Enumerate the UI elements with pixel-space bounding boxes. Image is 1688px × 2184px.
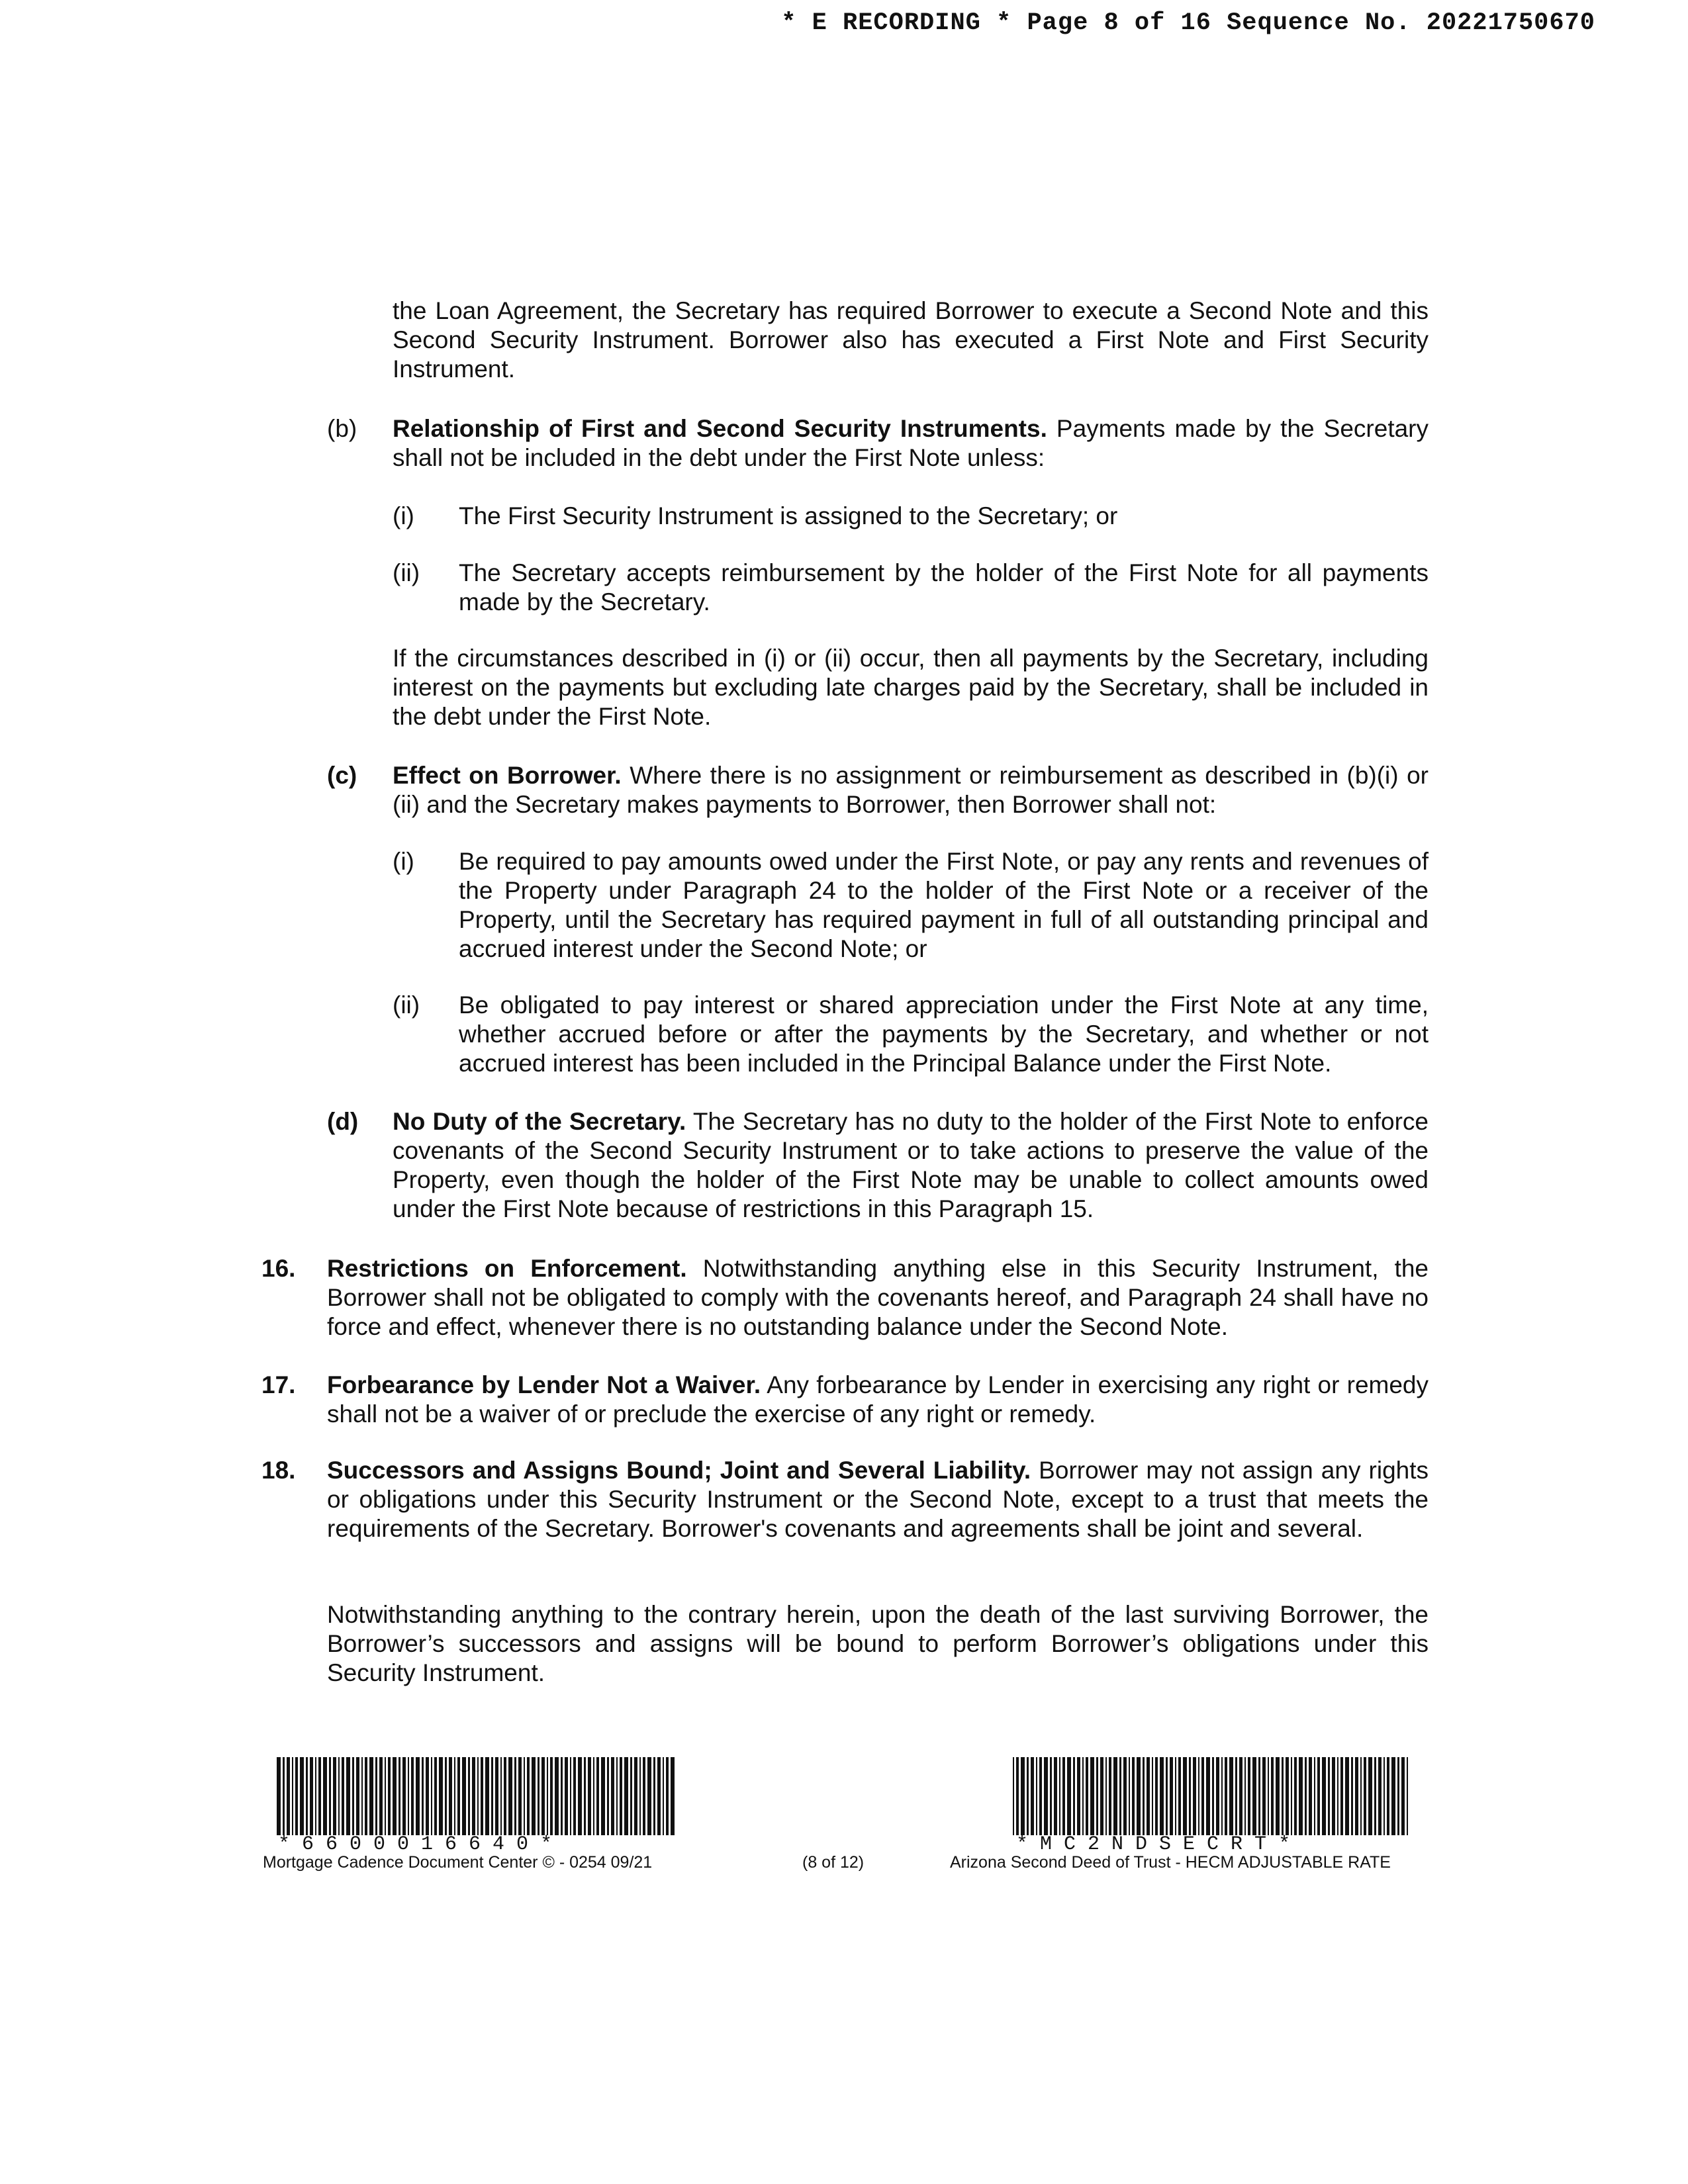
- barcode-left-code: * 6 6 0 0 0 1 6 6 4 0 *: [278, 1833, 553, 1856]
- barcode-bar: [607, 1757, 609, 1835]
- paragraph-17-text: Any forbearance by Lender in exercising any right or remedy shall not be a waiver of or preclude the exercise of any right or remedy.: [327, 1371, 1429, 1428]
- barcode-bar: [524, 1757, 525, 1835]
- barcode-bar: [671, 1757, 675, 1835]
- barcode-bar: [1059, 1757, 1060, 1835]
- barcode-bar: [457, 1757, 460, 1835]
- barcode-bar: [342, 1757, 344, 1835]
- barcode-bar: [532, 1757, 536, 1835]
- barcode-bar: [1198, 1757, 1199, 1835]
- barcode-bar: [495, 1757, 498, 1835]
- barcode-bar: [1155, 1757, 1158, 1835]
- barcode-bar: [1286, 1757, 1289, 1835]
- barcode-bar: [1143, 1757, 1145, 1835]
- barcode-bar: [565, 1757, 568, 1835]
- section-b-ii-label: (ii): [393, 559, 420, 586]
- barcode-bar: [657, 1757, 661, 1835]
- barcode-bar: [287, 1757, 290, 1835]
- paragraph-16-label: 16.: [261, 1255, 296, 1282]
- barcode-bar: [508, 1757, 512, 1835]
- barcode-bar: [1221, 1757, 1223, 1835]
- barcode-bar: [1351, 1757, 1353, 1835]
- barcode-bar: [541, 1757, 545, 1835]
- section-d-label: (d): [327, 1108, 359, 1135]
- barcode-bar: [1062, 1757, 1065, 1835]
- barcode-bar: [584, 1757, 586, 1835]
- barcode-bar: [578, 1757, 582, 1835]
- barcode-bar: [1378, 1757, 1382, 1835]
- barcode-bar: [277, 1757, 281, 1835]
- barcode-bar: [1248, 1757, 1250, 1835]
- barcode-bar: [361, 1757, 363, 1835]
- barcode-bar: [1119, 1757, 1121, 1835]
- barcode-bar: [555, 1757, 559, 1835]
- barcode-bar: [1201, 1757, 1204, 1835]
- barcode-bar: [1225, 1757, 1227, 1835]
- barcode-bar: [1239, 1757, 1243, 1835]
- barcode-bar: [1262, 1757, 1266, 1835]
- section-d-text: The Secretary has no duty to the holder of the First Note to enforce covenants of the Second Security Instrument or to take actions to preserve the value of the Property, even though the holder of the First Note may be unable to collect amounts owed under the First Note because of restrictions in this Paragraph 15.: [393, 1108, 1429, 1222]
- barcode-bar: [333, 1757, 336, 1835]
- barcode-bar: [1374, 1757, 1376, 1835]
- section-b-i-text: The First Security Instrument is assigned to the Secretary; or: [459, 502, 1118, 529]
- barcode-bar: [393, 1757, 397, 1835]
- barcode-bar: [385, 1757, 386, 1835]
- barcode-bar: [1314, 1757, 1315, 1835]
- barcode-bar: [481, 1757, 483, 1835]
- section-d-heading: No Duty of the Secretary.: [393, 1108, 686, 1135]
- barcode-bar: [1337, 1757, 1338, 1835]
- paragraph-18-second: Notwithstanding anything to the contrary herein, upon the death of the last surviving Borrower, the Borrower’s successors and assigns will be bound to perform Borrower’s obligations under this Security Instrument.: [327, 1601, 1429, 1686]
- barcode-bar: [491, 1757, 493, 1835]
- footer-left-label: Mortgage Cadence Document Center © - 0254 09/21: [263, 1853, 653, 1872]
- section-b-i-label: (i): [393, 502, 414, 529]
- section-b-ii-text: The Secretary accepts reimbursement by the holder of the First Note for all payments made by the Secretary.: [459, 559, 1429, 615]
- barcode-bar: [352, 1757, 354, 1835]
- barcode-left: [277, 1757, 682, 1835]
- barcode-bar: [1355, 1757, 1358, 1835]
- barcode-bar: [1067, 1757, 1071, 1835]
- barcode-bar: [1170, 1757, 1173, 1835]
- barcode-bar: [300, 1757, 304, 1835]
- barcode-bar: [1340, 1757, 1343, 1835]
- barcode-bar: [1364, 1757, 1366, 1835]
- barcode-bar: [468, 1757, 470, 1835]
- barcode-bar: [1212, 1757, 1214, 1835]
- barcode-bar: [1258, 1757, 1260, 1835]
- barcode-bar: [514, 1757, 516, 1835]
- barcode-bar: [445, 1757, 447, 1835]
- barcode-bar: [365, 1757, 367, 1835]
- barcode-bar: [518, 1757, 522, 1835]
- recording-header: * E RECORDING * Page 8 of 16 Sequence No. 20221750670: [781, 9, 1595, 37]
- section-d-paragraph: [393, 1107, 1429, 1224]
- barcode-bar: [315, 1757, 316, 1835]
- barcode-bar: [1090, 1757, 1094, 1835]
- barcode-bar: [1291, 1757, 1292, 1835]
- barcode-bar: [338, 1757, 340, 1835]
- barcode-bar: [1100, 1757, 1103, 1835]
- barcode-bar: [439, 1757, 443, 1835]
- barcode-bar: [472, 1757, 475, 1835]
- barcode-bar: [1397, 1757, 1399, 1835]
- section-c-text: Where there is no assignment or reimbursement as described in (b)(i) or (ii) and the Secretary makes payments to Borrower, then Borrower shall not:: [393, 762, 1429, 818]
- barcode-bar: [1175, 1757, 1176, 1835]
- barcode-bar: [1360, 1757, 1362, 1835]
- barcode-bar: [500, 1757, 502, 1835]
- barcode-bar: [1305, 1757, 1307, 1835]
- barcode-bar: [449, 1757, 452, 1835]
- intro-paragraph: the Loan Agreement, the Secretary has required Borrower to execute a Second Note and this Second Security Instrument. Borrower also has executed a First Note and First Security Instrument.: [393, 297, 1429, 383]
- barcode-bar: [329, 1757, 331, 1835]
- barcode-bar: [1322, 1757, 1326, 1835]
- barcode-bar: [356, 1757, 359, 1835]
- barcode-bar: [346, 1757, 350, 1835]
- barcode-bar: [1189, 1757, 1191, 1835]
- barcode-bar: [375, 1757, 377, 1835]
- paragraph-18-heading: Successors and Assigns Bound; Joint and Several Liability.: [327, 1457, 1031, 1484]
- barcode-bar: [538, 1757, 539, 1835]
- barcode-bar: [1391, 1757, 1395, 1835]
- section-c-heading: Effect on Borrower.: [393, 762, 622, 789]
- barcode-bar: [399, 1757, 400, 1835]
- barcode-bar: [1294, 1757, 1297, 1835]
- section-b-label: (b): [327, 415, 357, 442]
- barcode-bar: [1252, 1757, 1256, 1835]
- barcode-bar: [310, 1757, 313, 1835]
- barcode-bar: [1387, 1757, 1389, 1835]
- barcode-bar: [1132, 1757, 1135, 1835]
- barcode-bar: [1039, 1757, 1042, 1835]
- barcode-bar: [1123, 1757, 1127, 1835]
- barcode-right: [1013, 1757, 1413, 1835]
- barcode-bar: [1206, 1757, 1210, 1835]
- paragraph-16-heading: Restrictions on Enforcement.: [327, 1255, 687, 1282]
- barcode-bar: [1332, 1757, 1335, 1835]
- barcode-bar: [1147, 1757, 1150, 1835]
- barcode-bar: [408, 1757, 409, 1835]
- barcode-bar: [402, 1757, 406, 1835]
- barcode-bar: [434, 1757, 437, 1835]
- barcode-bar: [1086, 1757, 1088, 1835]
- barcode-bar: [547, 1757, 548, 1835]
- barcode-bar: [1229, 1757, 1233, 1835]
- barcode-bar: [596, 1757, 599, 1835]
- barcode-bar: [630, 1757, 632, 1835]
- barcode-bar: [1401, 1757, 1405, 1835]
- barcode-bar: [1096, 1757, 1098, 1835]
- barcode-bar: [550, 1757, 553, 1835]
- barcode-bar: [1244, 1757, 1246, 1835]
- paragraph-17-label: 17.: [261, 1371, 296, 1398]
- barcode-bar: [593, 1757, 594, 1835]
- section-b-text: Payments made by the Secretary shall not be included in the debt under the First Note unless:: [393, 415, 1429, 471]
- barcode-bar: [462, 1757, 466, 1835]
- barcode-bar: [643, 1757, 645, 1835]
- barcode-bar: [411, 1757, 414, 1835]
- barcode-bar: [292, 1757, 293, 1835]
- barcode-bar: [1013, 1757, 1014, 1835]
- section-c-ii-label: (ii): [393, 991, 420, 1019]
- barcode-bar: [426, 1757, 429, 1835]
- barcode-bar: [601, 1757, 605, 1835]
- barcode-bar: [634, 1757, 637, 1835]
- barcode-bar: [1193, 1757, 1196, 1835]
- section-c-ii-text: Be obligated to pay interest or shared appreciation under the First Note at any time, whether accrued before or after the payments by the Secretary, and whether or not accrued interest has been included in the Principal Balance under the First Note.: [459, 991, 1429, 1077]
- barcode-bar: [570, 1757, 571, 1835]
- barcode-bar: [1368, 1757, 1372, 1835]
- barcode-bar: [616, 1757, 618, 1835]
- section-b-after-text: If the circumstances described in (i) or (ii) occur, then all payments by the Secretary, including interest on the payments but excluding late charges paid by the Secretary, shall be included in the debt under the First Note.: [393, 645, 1429, 730]
- barcode-bar: [306, 1757, 308, 1835]
- barcode-bar: [504, 1757, 506, 1835]
- barcode-bar: [323, 1757, 327, 1835]
- barcode-bar: [1044, 1757, 1048, 1835]
- barcode-bar: [624, 1757, 628, 1835]
- barcode-bar: [388, 1757, 391, 1835]
- barcode-bar: [1109, 1757, 1111, 1835]
- barcode-bar: [1166, 1757, 1168, 1835]
- barcode-bar: [639, 1757, 641, 1835]
- barcode-bar: [573, 1757, 576, 1835]
- barcode-bar: [1105, 1757, 1107, 1835]
- barcode-bar: [416, 1757, 420, 1835]
- barcode-bar: [1077, 1757, 1080, 1835]
- barcode-bar: [1299, 1757, 1303, 1835]
- paragraph-17: [327, 1371, 1429, 1429]
- paragraph-17-heading: Forbearance by Lender Not a Waiver.: [327, 1371, 761, 1398]
- barcode-bar: [1021, 1757, 1025, 1835]
- barcode-bar: [647, 1757, 651, 1835]
- barcode-bar: [431, 1757, 432, 1835]
- barcode-bar: [1183, 1757, 1187, 1835]
- barcode-bar: [1345, 1757, 1349, 1835]
- section-c-i-label: (i): [393, 848, 414, 875]
- barcode-bar: [379, 1757, 383, 1835]
- barcode-bar: [561, 1757, 563, 1835]
- paragraph-16: [327, 1254, 1429, 1342]
- barcode-bar: [477, 1757, 479, 1835]
- barcode-bar: [1268, 1757, 1269, 1835]
- barcode-bar: [1054, 1757, 1057, 1835]
- barcode-bar: [1027, 1757, 1029, 1835]
- barcode-bar: [1328, 1757, 1330, 1835]
- barcode-bar: [1178, 1757, 1181, 1835]
- barcode-bar: [1016, 1757, 1019, 1835]
- barcode-bar: [1271, 1757, 1274, 1835]
- barcode-bar: [1082, 1757, 1084, 1835]
- section-b-heading: Relationship of First and Second Security Instruments.: [393, 415, 1047, 442]
- barcode-bar: [1235, 1757, 1237, 1835]
- barcode-bar: [611, 1757, 614, 1835]
- barcode-bar: [295, 1757, 298, 1835]
- footer-right-label: Arizona Second Deed of Trust - HECM ADJUSTABLE RATE: [950, 1853, 1391, 1872]
- paragraph-16-text: Notwithstanding anything else in this Security Instrument, the Borrower shall not be obligated to comply with the covenants hereof, and Paragraph 24 shall have no force and effect, whenever there is no outstanding balance under the Second Note.: [327, 1255, 1429, 1340]
- barcode-bar: [1407, 1757, 1408, 1835]
- barcode-bar: [369, 1757, 373, 1835]
- barcode-bar: [1073, 1757, 1075, 1835]
- barcode-bar: [1050, 1757, 1052, 1835]
- barcode-bar: [1113, 1757, 1117, 1835]
- barcode-bar: [588, 1757, 591, 1835]
- barcode-bar: [454, 1757, 455, 1835]
- barcode-bar: [283, 1757, 285, 1835]
- barcode-bar: [1036, 1757, 1037, 1835]
- paragraph-18-text: Borrower may not assign any rights or obligations under this Security Instrument or the Second Note, except to a trust that meets the requirements of the Secretary. Borrower's covenants and agreements shall be joint and several.: [327, 1457, 1429, 1542]
- barcode-bar: [1276, 1757, 1280, 1835]
- barcode-bar: [1317, 1757, 1320, 1835]
- barcode-bar: [1282, 1757, 1284, 1835]
- barcode-bar: [1383, 1757, 1385, 1835]
- barcode-right-code: * M C 2 N D S E C R T *: [1016, 1833, 1291, 1856]
- section-b-paragraph: [393, 414, 1429, 473]
- barcode-bar: [663, 1757, 664, 1835]
- barcode-bar: [1031, 1757, 1034, 1835]
- barcode-bar: [653, 1757, 655, 1835]
- barcode-bar: [1129, 1757, 1130, 1835]
- paragraph-18: [327, 1456, 1429, 1543]
- barcode-bar: [1160, 1757, 1164, 1835]
- barcode-bar: [1309, 1757, 1312, 1835]
- section-c-paragraph: [393, 761, 1429, 819]
- barcode-bar: [1152, 1757, 1153, 1835]
- barcode-bar: [485, 1757, 489, 1835]
- section-c-i-text: Be required to pay amounts owed under the First Note, or pay any rents and revenues of the Property under Paragraph 24 to the holder of the First Note or a receiver of the Property, until the Secretary has required payment in full of all outstanding principal and accrued interest under the Second Note; or: [459, 848, 1429, 962]
- paragraph-18-label: 18.: [261, 1457, 296, 1484]
- barcode-bar: [620, 1757, 622, 1835]
- barcode-bar: [666, 1757, 669, 1835]
- barcode-bar: [422, 1757, 424, 1835]
- barcode-bar: [1216, 1757, 1219, 1835]
- barcode-bar: [527, 1757, 530, 1835]
- page-count: (8 of 12): [802, 1853, 865, 1872]
- section-c-label: (c): [327, 762, 357, 789]
- barcode-bar: [318, 1757, 321, 1835]
- barcode-bar: [1137, 1757, 1141, 1835]
